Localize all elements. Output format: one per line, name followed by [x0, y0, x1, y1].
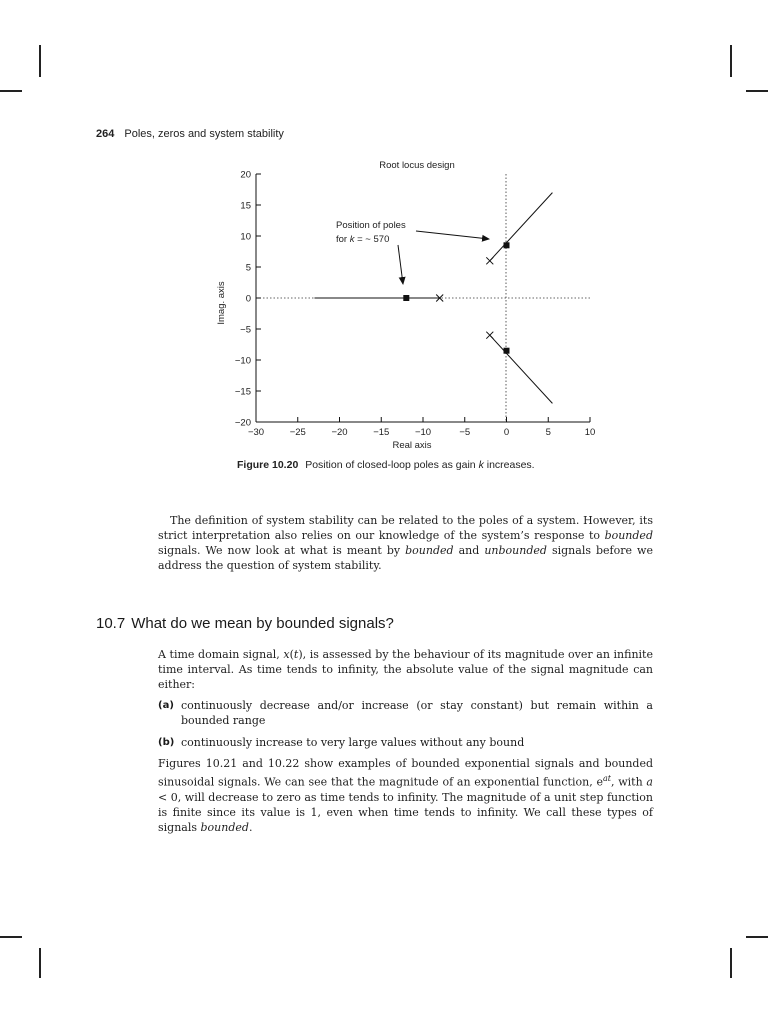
figure-caption	[237, 459, 535, 471]
para-emph: bounded	[405, 544, 454, 557]
list-item	[158, 735, 653, 750]
crop-mark	[39, 948, 41, 978]
list-item	[158, 698, 653, 728]
caption-prefix: Position of closed-loop poles as gain	[305, 459, 479, 471]
closed-loop-pole-marker	[403, 295, 409, 301]
y-tick-label: 0	[245, 293, 251, 305]
annotation-arrow-upper	[416, 231, 489, 239]
paragraph-3	[158, 756, 653, 835]
list-label: (b)	[158, 737, 175, 748]
para-emph: x	[283, 648, 290, 661]
section-number: 10.7	[96, 615, 126, 632]
closed-loop-pole-marker	[504, 348, 510, 354]
annotation-var: k	[349, 234, 355, 245]
locus-branch	[490, 193, 553, 261]
para-emph: a	[646, 775, 653, 789]
y-tick-label: −5	[240, 324, 251, 336]
crop-mark	[730, 948, 732, 978]
page-number: 264	[96, 128, 115, 140]
y-axis-label: Imag. axis	[216, 281, 227, 325]
x-axis-label: Real axis	[392, 440, 432, 451]
annotation-suffix: = ~ 570	[354, 234, 390, 245]
x-tick-label: −5	[459, 427, 471, 438]
x-tick-label: 5	[545, 427, 551, 438]
section-title: What do we mean by bounded signals?	[131, 615, 394, 632]
x-tick-label: −30	[247, 427, 265, 438]
exponent: at	[602, 774, 611, 783]
chart-title: Root locus design	[379, 160, 455, 171]
x-tick-label: −25	[289, 427, 306, 438]
crop-mark	[746, 936, 768, 938]
section-heading	[96, 615, 394, 632]
caption-suffix: increases.	[483, 459, 535, 471]
y-axis-ticks	[235, 170, 261, 429]
para-emph: bounded	[604, 529, 653, 542]
y-tick-label: −10	[234, 355, 251, 367]
list-text: continuously increase to very large values without any bound	[181, 736, 525, 749]
para-text: signals. We now look at what is meant by	[158, 544, 406, 557]
x-tick-label: −10	[414, 427, 432, 438]
para-text: signals before we address the question of system stability.	[158, 544, 653, 572]
caption-var: k	[478, 459, 484, 471]
crop-mark	[0, 936, 22, 938]
paragraph-1	[158, 513, 653, 573]
y-tick-label: 5	[245, 262, 251, 274]
para-emph: bounded	[200, 820, 249, 834]
annotation-line1: Position of poles	[336, 220, 406, 231]
list-label: (a)	[158, 700, 174, 711]
locus-branch	[490, 335, 553, 403]
list-text: continuously decrease and/or increase (or stay constant) but remain within a bounded range	[181, 699, 653, 727]
y-tick-label: 20	[240, 169, 251, 181]
root-locus-chart	[0, 0, 768, 480]
running-title: Poles, zeros and system stability	[124, 128, 284, 140]
para-emph: unbounded	[484, 544, 547, 557]
para-text: and	[453, 544, 485, 557]
para-text: (	[289, 648, 294, 661]
x-tick-label: 0	[503, 427, 510, 438]
paragraph-2	[158, 647, 653, 692]
figure-label: Figure 10.20	[237, 459, 299, 471]
para-emph: t	[293, 648, 299, 661]
y-tick-label: −20	[234, 417, 251, 429]
open-loop-pole-marker	[486, 332, 493, 339]
para-text: .	[248, 820, 253, 834]
x-tick-label: 10	[584, 427, 596, 438]
para-text: , with	[610, 775, 647, 789]
para-text: ), is assessed by the behaviour of its magnitude over an infinite time interval. As time tends to infinity, the absolute value of the signal magnitude can either:	[158, 648, 653, 691]
x-axis-ticks	[248, 417, 595, 438]
y-tick-label: 15	[240, 200, 251, 212]
y-tick-label: 10	[240, 231, 251, 243]
closed-loop-pole-marker	[504, 242, 510, 248]
annotation-prefix: for	[336, 234, 350, 245]
para-text: < 0, will decrease to zero as time tends to infinity. The magnitude of a unit step function is finite since its value is 1, even when time tends to infinity. We call these types of signals	[158, 790, 653, 834]
open-loop-pole-marker	[486, 257, 493, 264]
y-tick-label: −15	[234, 386, 251, 398]
para-text: A time domain signal,	[158, 648, 284, 661]
x-tick-label: −20	[331, 427, 348, 438]
x-tick-label: −15	[373, 427, 390, 438]
para-text: The definition of system stability can be related to the poles of a system. However, its strict interpretation also relies on our knowledge of the system’s response to	[158, 514, 653, 542]
annotation-line2	[336, 234, 389, 245]
annotation-arrow-real	[398, 245, 403, 284]
para-text: Figures 10.21 and 10.22 show examples of bounded exponential signals and bounded sinusoidal signals. We can see that the magnitude of an exponential function, e	[158, 757, 653, 789]
